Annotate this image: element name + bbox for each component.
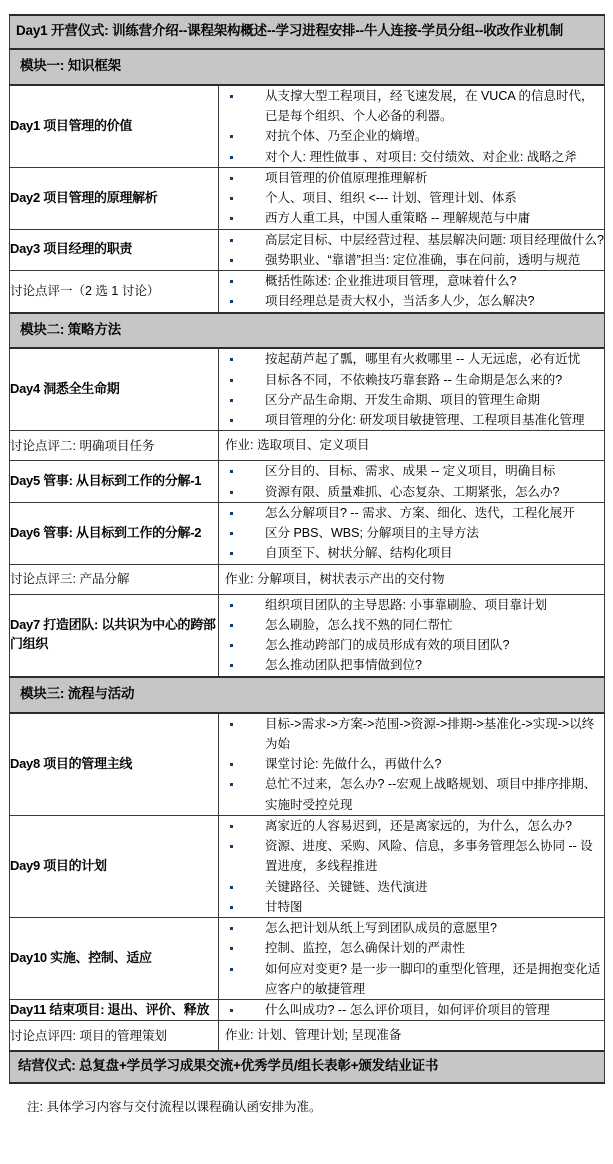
bullet-item: 资源有限、质量难抓、心态复杂、工期紧张，怎么办?	[219, 482, 604, 502]
bullet-item: 怎么推动跨部门的成员形成有效的项目团队?	[219, 635, 604, 655]
homework-text: 作业: 选取项目、定义项目	[225, 438, 370, 453]
bullet-item: 总忙不过来，怎么办? --宏观上战略规划、项目中排序排期、实施时受控兑现	[219, 774, 604, 815]
bullet-item: 怎么分解项目? -- 需求、方案、细化、迭代，工程化展开	[219, 503, 604, 523]
bullet-item: 从支撑大型工程项目，经飞速发展，在 VUCA 的信息时代，已是每个组织、个人必备的利器。	[219, 86, 604, 127]
bullet-list	[219, 349, 604, 430]
schedule-row-label: 讨论点评四: 项目的管理策划	[10, 1021, 219, 1052]
schedule-row-content	[219, 348, 605, 431]
footnote: 注: 具体学习内容与交付流程以课程确认函安排为准。	[27, 1100, 322, 1115]
schedule-row	[10, 564, 605, 594]
bullet-list	[219, 168, 604, 229]
schedule-row	[10, 85, 605, 168]
closing-ceremony-banner: 结营仪式: 总复盘+学员学习成果交流+优秀学员/组长表彰+颁发结业证书	[10, 1051, 605, 1083]
bullet-item: 怎么推动团队把事情做到位?	[219, 655, 604, 675]
module-banner-row	[10, 313, 605, 349]
bullet-list	[219, 918, 604, 999]
schedule-row-label: 讨论点评三: 产品分解	[10, 564, 219, 594]
schedule-row	[10, 348, 605, 431]
schedule-row	[10, 1000, 605, 1021]
bullet-list	[219, 816, 604, 917]
schedule-row-label: Day8 项目的管理主线	[10, 713, 219, 816]
bullet-item: 怎么把计划从纸上写到团队成员的意愿里?	[219, 918, 604, 938]
bullet-list	[219, 230, 604, 271]
bullet-item: 如何应对变更? 是一步一脚印的重型化管理，还是拥抱变化适应客户的敏捷管理	[219, 959, 604, 1000]
schedule-row-label: Day5 管事: 从目标到工作的分解-1	[10, 461, 219, 503]
schedule-row	[10, 918, 605, 1000]
bullet-item: 对抗个体、乃至企业的熵增。	[219, 126, 604, 146]
bullet-item: 区分产品生命期、开发生命期、项目的管理生命期	[219, 390, 604, 410]
bullet-item: 项目管理的价值原理推理解析	[219, 168, 604, 188]
bullet-list	[219, 595, 604, 676]
schedule-row-label: Day10 实施、控制、适应	[10, 918, 219, 1000]
opening-ceremony-banner: Day1 开营仪式: 训练营介绍--课程架构概述--学习进程安排--牛人连接-学员分组--收改作业机制	[10, 15, 605, 49]
schedule-row-content	[219, 1000, 605, 1021]
bullet-item: 区分 PBS、WBS; 分解项目的主导方法	[219, 523, 604, 543]
schedule-row-content	[219, 431, 605, 461]
bullet-item: 自顶至下、树状分解、结构化项目	[219, 543, 604, 563]
bullet-item: 强势职业、“靠谱”担当: 定位准确，事在问前，透明与规范	[219, 250, 604, 270]
bullet-item: 关键路径、关键链、迭代演进	[219, 877, 604, 897]
bullet-item: 项目管理的分化: 研发项目敏捷管理、工程项目基准化管理	[219, 410, 604, 430]
schedule-row-label: Day4 洞悉全生命期	[10, 348, 219, 431]
module-banner-2: 模块二: 策略方法	[10, 313, 605, 349]
homework-text: 作业: 分解项目，树状表示产出的交付物	[225, 571, 445, 586]
bullet-item: 个人、项目、组织 <--- 计划、管理计划、体系	[219, 188, 604, 208]
schedule-row	[10, 1021, 605, 1052]
opening-ceremony-banner-row	[10, 15, 605, 49]
schedule-row-content	[219, 1021, 605, 1052]
schedule-row	[10, 713, 605, 816]
module-banner-row	[10, 49, 605, 85]
schedule-row-content	[219, 502, 605, 564]
schedule-row-content	[219, 594, 605, 677]
module-banner-row	[10, 677, 605, 713]
schedule-row-label: Day3 项目经理的职责	[10, 229, 219, 271]
schedule-row-label: Day2 项目管理的原理解析	[10, 167, 219, 229]
bullet-item: 西方人重工具，中国人重策略 -- 理解规范与中庸	[219, 208, 604, 228]
module-banner-1: 模块一: 知识框架	[10, 49, 605, 85]
bullet-item: 区分目的、目标、需求、成果 -- 定义项目，明确目标	[219, 461, 604, 481]
bullet-item: 怎么刷脸，怎么找不熟的同仁帮忙	[219, 615, 604, 635]
bullet-item: 控制、监控，怎么确保计划的严肃性	[219, 938, 604, 958]
schedule-row-content	[219, 85, 605, 168]
schedule-row-content	[219, 918, 605, 1000]
bullet-list	[219, 714, 604, 815]
bullet-item: 对个人: 理性做事 、对项目: 交付绩效、对企业: 战略之斧	[219, 147, 604, 167]
schedule-row-content	[219, 271, 605, 313]
schedule-row	[10, 594, 605, 677]
schedule-row	[10, 815, 605, 917]
bullet-list	[219, 503, 604, 564]
schedule-row	[10, 502, 605, 564]
schedule-row-label: Day9 项目的计划	[10, 815, 219, 917]
module-banner-3: 模块三: 流程与活动	[10, 677, 605, 713]
schedule-row	[10, 271, 605, 313]
bullet-item: 课堂讨论: 先做什么，再做什么?	[219, 754, 604, 774]
schedule-row-label: Day6 管事: 从目标到工作的分解-2	[10, 502, 219, 564]
bullet-item: 什么叫成功? -- 怎么评价项目，如何评价项目的管理	[219, 1000, 604, 1020]
bullet-list	[219, 1000, 604, 1020]
bullet-item: 组织项目团队的主导思路: 小事靠刷脸、项目靠计划	[219, 595, 604, 615]
schedule-row-label: Day11 结束项目: 退出、评价、释放	[10, 1000, 219, 1021]
schedule-row-content	[219, 564, 605, 594]
bullet-item: 资源、进度、采购、风险、信息，多事务管理怎么协同 -- 设置进度，多线程推进	[219, 836, 604, 877]
bullet-item: 高层定目标、中层经营过程、基层解决问题: 项目经理做什么?	[219, 230, 604, 250]
schedule-row-content	[219, 229, 605, 271]
schedule-row	[10, 461, 605, 503]
schedule-row-content	[219, 461, 605, 503]
schedule-row	[10, 167, 605, 229]
bullet-item: 按起葫芦起了瓢，哪里有火救哪里 -- 人无远虑，必有近忧	[219, 349, 604, 369]
schedule-row-content	[219, 713, 605, 816]
homework-text: 作业: 计划、管理计划; 呈现准备	[225, 1028, 402, 1043]
course-schedule-table	[9, 14, 605, 1084]
bullet-item: 目标各不同，不依赖技巧靠套路 -- 生命期是怎么来的?	[219, 370, 604, 390]
bullet-item: 概括性陈述: 企业推进项目管理，意味着什么?	[219, 271, 604, 291]
schedule-row	[10, 431, 605, 461]
schedule-row-content	[219, 167, 605, 229]
closing-ceremony-banner-row	[10, 1051, 605, 1083]
schedule-row-label: 讨论点评一（2 选 1 讨论）	[10, 271, 219, 313]
bullet-item: 目标->需求->方案->范围->资源->排期->基准化->实现->以终为始	[219, 714, 604, 755]
schedule-row-label: Day1 项目管理的价值	[10, 85, 219, 168]
schedule-row-label: 讨论点评二: 明确项目任务	[10, 431, 219, 461]
bullet-item: 项目经理总是责大权小，当活多人少，怎么解决?	[219, 291, 604, 311]
schedule-row-label: Day7 打造团队: 以共识为中心的跨部门组织	[10, 594, 219, 677]
bullet-list	[219, 271, 604, 312]
schedule-row-content	[219, 815, 605, 917]
schedule-row	[10, 229, 605, 271]
bullet-list	[219, 86, 604, 167]
bullet-item: 离家近的人容易迟到，还是离家远的，为什么，怎么办?	[219, 816, 604, 836]
bullet-item: 甘特图	[219, 897, 604, 917]
bullet-list	[219, 461, 604, 502]
